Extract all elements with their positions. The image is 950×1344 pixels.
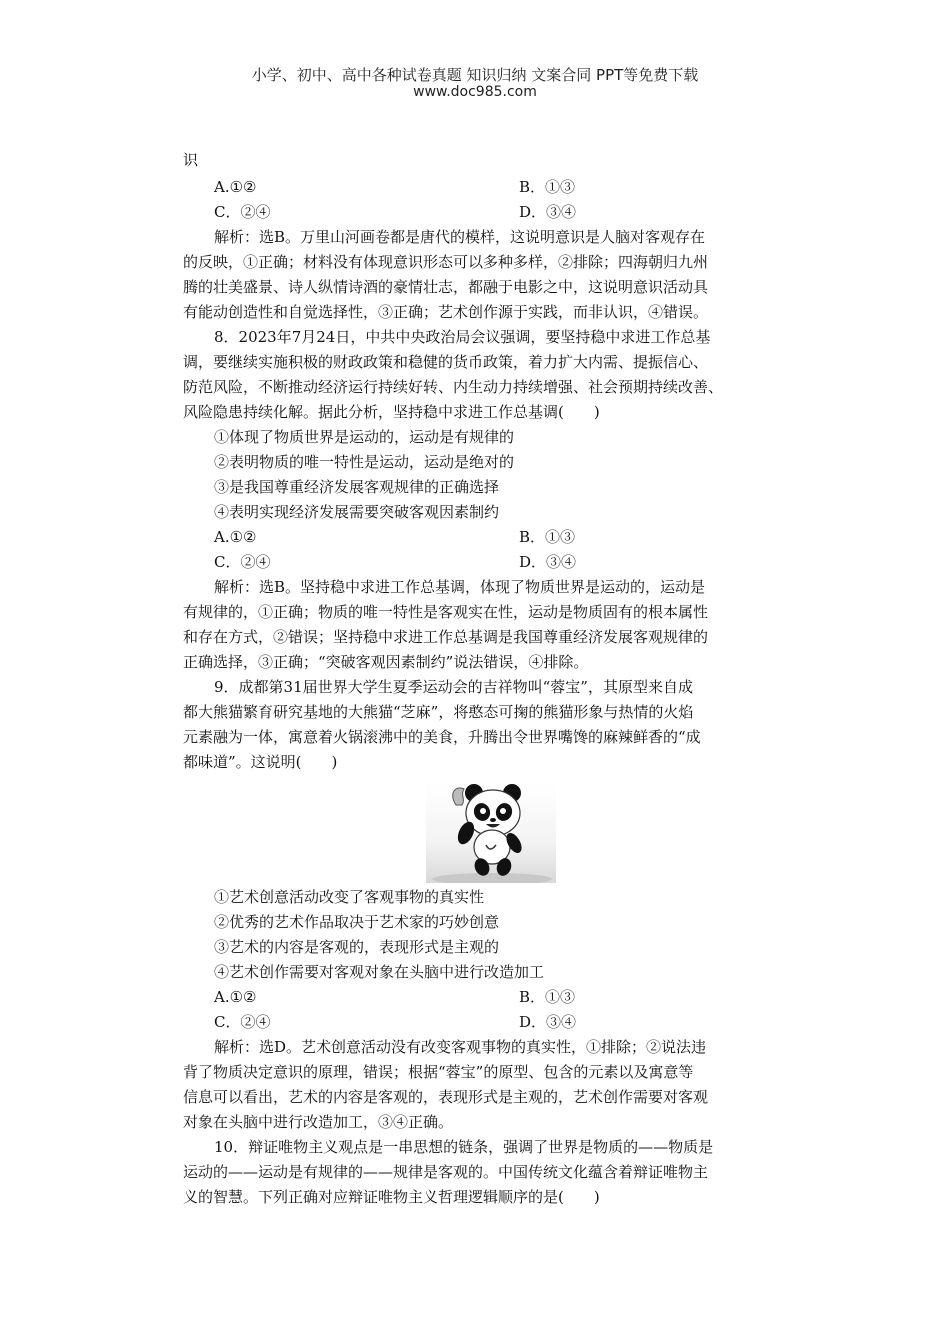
statement-4: ④艺术创作需要对客观对象在头脑中进行改造加工 [214, 963, 545, 981]
header-banner-text: 小学、初中、高中各种试卷真题 知识归纳 文案合同 PPT等免费下载 [251, 66, 699, 84]
statement-1: ①体现了物质世界是运动的，运动是有规律的 [214, 428, 515, 446]
option-b: B．①③ [519, 528, 576, 546]
question-10-line: 运动的——运动是有规律的——规律是客观的。中国传统文化蕴含着辩证唯物主 [183, 1163, 709, 1181]
option-a: A.①② [214, 988, 257, 1006]
question-9-line: 9．成都第31届世界大学生夏季运动会的吉祥物叫“蓉宝”，其原型来自成 [214, 678, 693, 696]
statement-2: ②表明物质的唯一特性是运动，运动是绝对的 [214, 453, 515, 471]
analysis-line: 正确选择，③正确；“突破客观因素制约”说法错误，④排除。 [183, 653, 589, 671]
question-9-line: 元素融为一体，寓意着火锅滚沸中的美食，升腾出令世界嘴馋的麻辣鲜香的“成 [183, 728, 701, 746]
analysis-line: 背了物质决定意识的原理，错误；根据“蓉宝”的原型、包含的元素以及寓意等 [183, 1063, 694, 1081]
option-d: D．③④ [519, 1013, 577, 1031]
analysis-line: 的反映，①正确；材料没有体现意识形态可以多种多样，②排除；四海朝归九州 [183, 253, 709, 271]
option-d: D．③④ [519, 553, 577, 571]
statement-2: ②优秀的艺术作品取决于艺术家的巧妙创意 [214, 913, 500, 931]
option-c: C．②④ [214, 1013, 271, 1031]
analysis-line: 有规律的，①正确；物质的唯一特性是客观实在性，运动是物质固有的根本属性 [183, 603, 709, 621]
question-10-line: 义的智慧。下列正确对应辩证唯物主义哲理逻辑顺序的是( ) [183, 1188, 600, 1206]
statement-3: ③艺术的内容是客观的，表现形式是主观的 [214, 938, 500, 956]
question-10-line: 10．辩证唯物主义观点是一串思想的链条，强调了世界是物质的——物质是 [214, 1138, 714, 1156]
option-c: C．②④ [214, 203, 271, 221]
option-d: D．③④ [519, 203, 577, 221]
option-c: C．②④ [214, 553, 271, 571]
mascot-panda-image [426, 783, 556, 883]
question-8-line: 8．2023年7月24日，中共中央政治局会议强调，要坚持稳中求进工作总基 [214, 328, 711, 346]
question-9-line: 都味道”。这说明( ) [183, 753, 338, 771]
analysis-line: 解析：选B。万里山河画卷都是唐代的模样，这说明意识是人脑对客观存在 [214, 228, 706, 246]
statement-1: ①艺术创意活动改变了客观事物的真实性 [214, 888, 485, 906]
option-a: A.①② [214, 528, 257, 546]
analysis-line: 信息可以看出，艺术的内容是客观的，表现形式是主观的，艺术创作需要对客观 [183, 1088, 709, 1106]
question-8-line: 调，要继续实施积极的财政政策和稳健的货币政策，着力扩大内需、提振信心、 [183, 353, 709, 371]
analysis-line: 和存在方式，②错误；坚持稳中求进工作总基调是我国尊重经济发展客观规律的 [183, 628, 709, 646]
option-b: B．①③ [519, 988, 576, 1006]
question-9-line: 都大熊猫繁育研究基地的大熊猫“芝麻”，将憨态可掬的熊猫形象与热情的火焰 [183, 703, 694, 721]
analysis-line: 解析：选D。艺术创意活动没有改变客观事物的真实性，①排除；②说法违 [214, 1038, 707, 1056]
analysis-line: 对象在头脑中进行改造加工，③④正确。 [183, 1113, 454, 1131]
text-line: 识 [183, 151, 199, 169]
analysis-line: 腾的壮美盛景、诗人纵情诗酒的豪情壮志，都融于电影之中，这说明意识活动具 [183, 278, 709, 296]
question-8-line: 风险隐患持续化解。据此分析，坚持稳中求进工作总基调( ) [183, 403, 600, 421]
statement-3: ③是我国尊重经济发展客观规律的正确选择 [214, 478, 500, 496]
question-8-line: 防范风险，不断推动经济运行持续好转、内生动力持续增强、社会预期持续改善、 [183, 378, 724, 396]
header-website: www.doc985.com [413, 84, 537, 100]
option-b: B．①③ [519, 178, 576, 196]
statement-4: ④表明实现经济发展需要突破客观因素制约 [214, 503, 500, 521]
panda-mascot-icon [426, 783, 556, 883]
analysis-line: 有能动创造性和自觉选择性，③正确；艺术创作源于实践，而非认识，④错误。 [183, 303, 709, 321]
option-a: A.①② [214, 178, 257, 196]
analysis-line: 解析：选B。坚持稳中求进工作总基调，体现了物质世界是运动的，运动是 [214, 578, 706, 596]
